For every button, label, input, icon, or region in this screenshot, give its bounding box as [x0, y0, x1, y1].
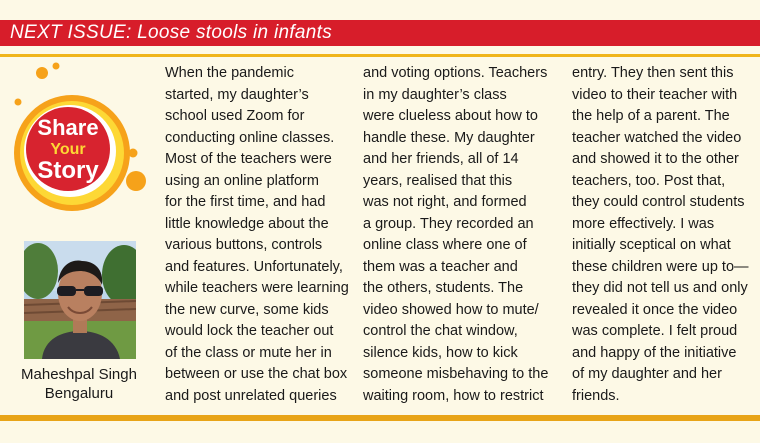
article-line: while teachers were learning [165, 280, 349, 296]
next-issue-banner [0, 20, 760, 46]
article-line: and voting options. Teachers [363, 65, 548, 81]
article-line: was not right, and formed [363, 194, 527, 210]
article-line: video to their teacher with [572, 86, 738, 103]
contributor-name: Maheshpal Singh [21, 366, 137, 383]
article-line: Most of the teachers were [165, 151, 332, 167]
logo-word-your: Your [50, 141, 86, 158]
article-line: video showed how to mute/ [363, 301, 539, 318]
article-line: handle these. My daughter [363, 129, 535, 146]
article-line: online class where one of [363, 237, 527, 253]
article-line: and post unrelated queries [165, 387, 337, 404]
article-line: silence kids, how to kick [363, 344, 518, 361]
article-line: little knowledge about the [165, 215, 329, 232]
article-line: these children were up to— [572, 258, 749, 275]
logo-bubble [126, 171, 146, 191]
article-line: for the first time, and had [165, 194, 326, 210]
article-line: friends. [572, 387, 620, 404]
article-column-1 [165, 63, 357, 408]
article-line: someone misbehaving to the [363, 366, 549, 382]
logo-word-share: Share [37, 115, 99, 140]
article-line: the help of a parent. The [572, 108, 730, 124]
logo-bubble [15, 99, 22, 106]
logo-bubble [53, 63, 60, 70]
article-column-3 [572, 63, 757, 408]
article-line: started, my daughter’s [165, 86, 309, 103]
article-line: and features. Unfortunately, [165, 258, 343, 275]
article-line: they could control students [572, 194, 745, 210]
article-line: control the chat window, [363, 323, 518, 339]
contributor-city: Bengaluru [44, 385, 114, 402]
article-line: years, realised that this [363, 172, 513, 189]
share-your-story-logo [0, 57, 150, 217]
article-line: teachers, too. Post that, [572, 172, 726, 189]
logo-bubble [36, 67, 48, 79]
bottom-divider [0, 415, 760, 421]
article-line: would lock the teacher out [165, 323, 334, 339]
article-line: them was a teacher and [363, 258, 518, 275]
article-line: they did not tell us and only [572, 280, 748, 296]
article-line: between or use the chat box [165, 366, 348, 382]
article-line: initially sceptical on what [572, 237, 731, 253]
article-line: was complete. I felt proud [572, 323, 738, 339]
article-line: entry. They then sent this [572, 65, 734, 81]
article-line: of the class or mute her in [165, 344, 332, 361]
article-line: When the pandemic [165, 65, 294, 81]
article-column-2 [363, 63, 559, 408]
next-issue-text: NEXT ISSUE: Loose stools in infants [10, 22, 333, 43]
article-line: of my daughter and her [572, 366, 722, 382]
article-line: using an online platform [165, 172, 319, 189]
contributor-photo [24, 241, 136, 359]
article-line: waiting room, how to restrict [363, 387, 544, 404]
logo-bubble [129, 149, 138, 158]
article-line: the new curve, some kids [165, 301, 329, 318]
article-line: conducting online classes. [165, 129, 335, 146]
article-line: the others, students. The [363, 280, 524, 296]
article-line: and showed it to the other [572, 151, 739, 167]
article-line: a group. They recorded an [363, 215, 534, 232]
article-line: in my daughter’s class [363, 86, 507, 103]
article-line: and happy of the initiative [572, 344, 737, 361]
article-line: school used Zoom for [165, 108, 305, 124]
logo-word-story: Story [37, 157, 99, 184]
article-line: teacher watched the video [572, 129, 742, 146]
article-line: revealed it once the video [572, 301, 738, 318]
article-line: and her friends, all of 14 [363, 151, 519, 167]
article-line: were clueless about how to [363, 108, 538, 124]
article-line: more effectively. I was [572, 215, 715, 232]
article-line: various buttons, controls [165, 237, 323, 253]
